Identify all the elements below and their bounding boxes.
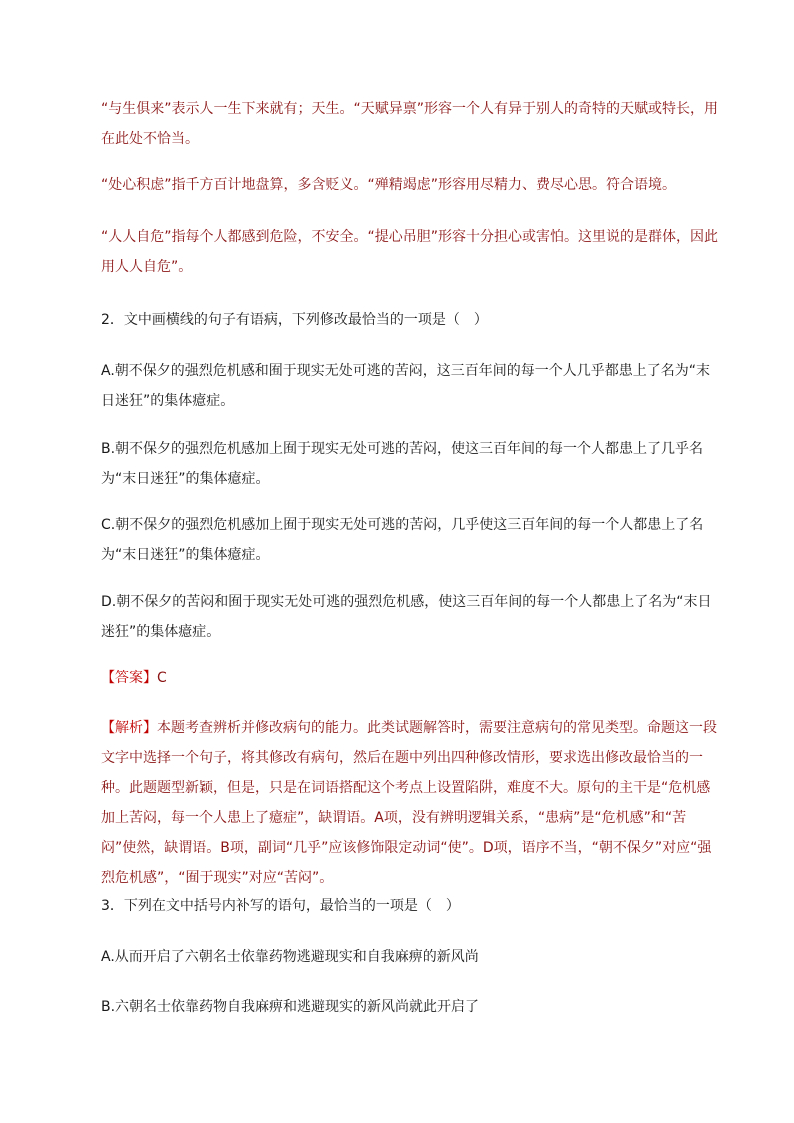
question-2-stem: 2．文中画横线的句子有语病，下列修改最恰当的一项是（ ） bbox=[101, 312, 488, 328]
question-2-option-a: A.朝不保夕的强烈危机感和囿于现实无处可逃的苦闷，这三百年间的每一个人几乎都患上了名为“末日迷狂”的集体癔症。 bbox=[101, 363, 711, 409]
explanation-1: “与生俱来”表示人一生下来就有；天生。“天赋异禀”形容一个人有异于别人的奇特的天赋或特长，用在此处不恰当。 bbox=[101, 101, 719, 147]
question-3-stem: 3．下列在文中括号内补写的语句，最恰当的一项是（ ） bbox=[101, 898, 460, 914]
question-2-option-b: B.朝不保夕的强烈危机感加上囿于现实无处可逃的苦闷，使这三百年间的每一个人都患上了几乎名为“末日迷狂”的集体癔症。 bbox=[101, 441, 704, 487]
answer-tag: 【答案】 bbox=[101, 670, 157, 686]
analysis-paragraph bbox=[101, 713, 721, 893]
question-3-option-b: B.六朝名士依靠药物自我麻痹和逃避现实的新风尚就此开启了 bbox=[101, 999, 480, 1015]
explanation-2: “处心积虑”指千方百计地盘算，多含贬义。“殚精竭虑”形容用尽精力、费尽心思。符合语境。 bbox=[101, 177, 677, 193]
question-2-option-d: D.朝不保夕的苦闷和囿于现实无处可逃的强烈危机感，使这三百年间的每一个人都患上了名为“末日迷狂”的集体癔症。 bbox=[101, 594, 712, 640]
analysis-text: 本题考查辨析并修改病句的能力。此类试题解答时，需要注意病句的常见类型。命题这一段文字中选择一个句子，将其修改有病句，然后在题中列出四种修改情形，要求选出修改最恰当的一种。此题题型新颖，但是，只是在词语搭配这个考点上设置陷阱，难度不大。原句的主干是“危机感加上苦闷，每一个人患上了癔症”，缺谓语。A项，没有辨明逻辑关系，“患病”是“危机感”和“苦闷”使然，缺谓语。B项，副词“几乎”应该修饰限定动词“使”。D项，语序不当，“朝不保夕”对应“强烈危机感”，“囿于现实”对应“苦闷”。 bbox=[101, 720, 717, 886]
answer-value: C bbox=[157, 670, 167, 686]
question-2-option-c: C.朝不保夕的强烈危机感加上囿于现实无处可逃的苦闷，几乎使这三百年间的每一个人都患上了名为“末日迷狂”的集体癔症。 bbox=[101, 517, 704, 563]
explanation-3: “人人自危”指每个人都感到危险，不安全。“提心吊胆”形容十分担心或害怕。这里说的是群体，因此用人人自危”。 bbox=[101, 229, 719, 275]
answer-line bbox=[101, 663, 721, 693]
question-3-option-a: A.从而开启了六朝名士依靠药物逃避现实和自我麻痹的新风尚 bbox=[101, 949, 479, 965]
analysis-tag: 【解析】 bbox=[101, 720, 157, 736]
